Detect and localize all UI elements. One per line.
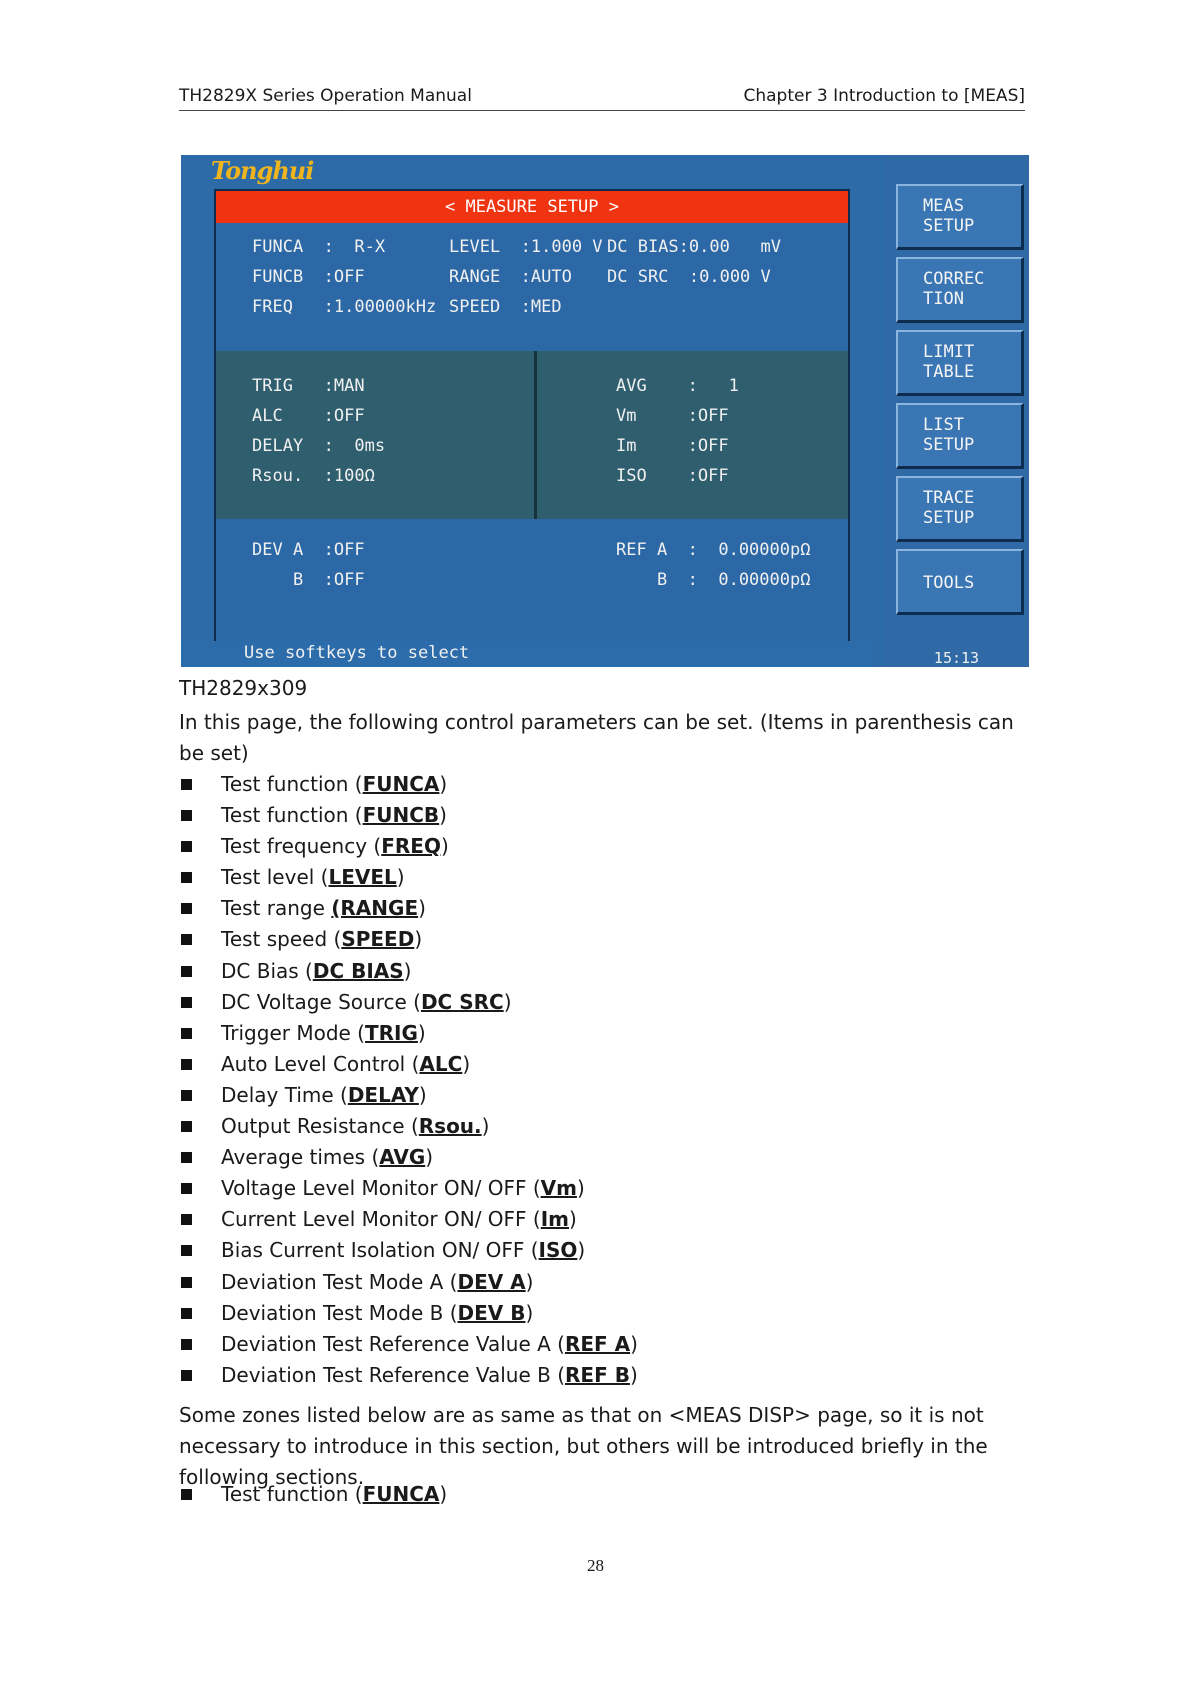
- list-item-keyword: DC BIAS: [312, 958, 404, 983]
- list-item-text: Test function (: [221, 1482, 363, 1506]
- list-item-text: Current Level Monitor ON/ OFF (: [221, 1207, 541, 1232]
- list-item-keyword: AVG: [379, 1145, 426, 1170]
- list-item-keyword: SPEED: [341, 927, 415, 952]
- list-item-text-end: ): [418, 896, 426, 921]
- field-funcb: FUNCB :OFF: [252, 267, 365, 287]
- list-item-text: Deviation Test Reference Value B (: [221, 1362, 565, 1387]
- list-item-text: DC Bias (: [221, 958, 313, 983]
- list-item-text-end: ): [525, 1300, 534, 1325]
- softkey-trace-setup[interactable]: TRACE SETUP: [896, 476, 1024, 542]
- list-item-keyword: REF B: [565, 1362, 630, 1387]
- list-item-keyword: FUNCA: [362, 1482, 440, 1506]
- intro-paragraph: In this page, the following control parameters can be set. (Items in parenthesis can be set): [179, 710, 1014, 765]
- list-item: [179, 1018, 1031, 1049]
- list-item: [179, 1267, 1031, 1298]
- list-item-text-end: ): [576, 1176, 585, 1201]
- list-item-text: Deviation Test Mode A (: [221, 1269, 458, 1294]
- field-rsou: Rsou. :100Ω: [252, 466, 375, 486]
- list-item-text-end: ): [440, 834, 449, 859]
- field-funca: FUNCA : R-X: [252, 237, 386, 257]
- list-item: [179, 1173, 1031, 1204]
- list-item: [179, 956, 1031, 987]
- list-item-keyword: Im: [540, 1207, 569, 1232]
- screen-title: < MEASURE SETUP >: [216, 191, 848, 223]
- softkey-list-setup[interactable]: LIST SETUP: [896, 403, 1024, 469]
- softkey-tools[interactable]: TOOLS: [896, 549, 1024, 615]
- list-item-text: Test function (: [221, 772, 363, 796]
- list-item-text-end: ): [630, 1331, 638, 1356]
- field-level: LEVEL :1.000 V: [449, 237, 603, 257]
- list-item-text: Output Resistance (: [221, 1114, 419, 1139]
- clock: 15:13: [933, 649, 980, 667]
- header-chapter-title: Chapter 3 Introduction to [MEAS]: [743, 86, 1025, 106]
- list-item-text: Test function (: [221, 803, 363, 828]
- list-item: [179, 1080, 1031, 1111]
- list-item-text-end: ): [503, 989, 512, 1014]
- list-item: [179, 987, 1031, 1018]
- list-item: [179, 893, 1031, 924]
- measure-setup-panel: [214, 189, 850, 667]
- field-dev-b: B :OFF: [252, 570, 365, 590]
- list-item-text: Test range: [221, 896, 332, 921]
- field-dev-a: DEV A :OFF: [252, 540, 365, 560]
- list-item-text-end: ): [414, 927, 423, 952]
- header-manual-title: TH2829X Series Operation Manual: [179, 86, 472, 106]
- list-item-keyword: Rsou.: [418, 1114, 482, 1139]
- list-item-text-end: ): [439, 1482, 448, 1506]
- softkey-meas-setup[interactable]: MEAS SETUP: [896, 184, 1024, 250]
- list-item-text-end: ): [569, 1207, 577, 1232]
- list-item-text: Test level (: [221, 865, 329, 890]
- field-dc-bias: DC BIAS:0.00 mV: [607, 237, 781, 257]
- list-item-keyword: REF A: [564, 1331, 631, 1356]
- field-im: Im :OFF: [616, 436, 729, 456]
- list-item: [179, 1298, 1031, 1329]
- list-item: [179, 769, 1031, 800]
- list-item-keyword: DEV B: [457, 1300, 526, 1325]
- list-item: [179, 1329, 1031, 1360]
- tonghui-logo: Tonghui: [211, 156, 314, 185]
- list-item-text: Test speed (: [221, 927, 342, 952]
- list-item: [179, 800, 1031, 831]
- list-item-text-end: ): [403, 958, 412, 983]
- list-item-text-end: ): [425, 1145, 434, 1170]
- field-iso: ISO :OFF: [616, 466, 729, 486]
- list-item-keyword: (RANGE: [331, 896, 419, 921]
- list-item-text: Trigger Mode (: [221, 1020, 365, 1045]
- page-number: 28: [587, 1556, 604, 1575]
- list-item-text-end: ): [396, 865, 405, 890]
- list-item-text-end: ): [439, 803, 447, 828]
- list-item-keyword: DC SRC: [420, 989, 504, 1014]
- list-item-text: Average times (: [221, 1145, 380, 1170]
- setup-middle-section: [216, 351, 848, 519]
- list-item-text-end: ): [577, 1238, 586, 1263]
- field-dc-src: DC SRC :0.000 V: [607, 267, 771, 287]
- field-trig: TRIG :MAN: [252, 376, 365, 396]
- list-item-text-end: ): [629, 1362, 638, 1387]
- list-item-text-end: ): [418, 1082, 427, 1107]
- list-item-text-end: ): [481, 1114, 490, 1139]
- softkey-correction[interactable]: CORREC TION: [896, 257, 1024, 323]
- list-item-text: Voltage Level Monitor ON/ OFF (: [221, 1176, 541, 1201]
- list-item: [179, 924, 1031, 955]
- list-item-text: Test frequency (: [221, 834, 382, 859]
- instrument-screenshot: [181, 155, 1029, 667]
- list-item: [179, 1204, 1031, 1235]
- list-item: [179, 1360, 1031, 1391]
- field-range: RANGE :AUTO: [449, 267, 572, 287]
- softkey-column: [884, 155, 1029, 667]
- parameter-list: [179, 769, 1031, 1391]
- outro-paragraph: Some zones listed below are as same as that on <MEAS DISP> page, so it is not necessary to introduce in this section, but others will be introduced briefly in the following sections.: [179, 1403, 988, 1489]
- page-header: [179, 84, 1025, 111]
- list-item-keyword: FREQ: [381, 834, 441, 859]
- list-item: [179, 1479, 447, 1510]
- list-item-keyword: DEV A: [457, 1269, 526, 1294]
- list-item-keyword: FUNCA: [362, 772, 440, 796]
- list-item: [179, 831, 1031, 862]
- list-item: [179, 1142, 1031, 1173]
- list-item-text-end: ): [439, 772, 448, 796]
- list-item: [179, 1111, 1031, 1142]
- field-ref-a: REF A : 0.00000pΩ: [616, 540, 811, 560]
- section-divider: [534, 351, 537, 519]
- list-item-text: Bias Current Isolation ON/ OFF (: [221, 1238, 539, 1263]
- list-item-text: DC Voltage Source (: [221, 989, 421, 1014]
- field-freq: FREQ :1.00000kHz: [252, 297, 437, 317]
- list-item-text-end: ): [525, 1269, 534, 1294]
- setup-top-section: [216, 223, 848, 351]
- list-item: [179, 1049, 1031, 1080]
- list-item-text: Deviation Test Mode B (: [221, 1300, 458, 1325]
- list-item-text: Deviation Test Reference Value A (: [221, 1331, 565, 1356]
- list-item-text-end: ): [462, 1051, 471, 1076]
- softkey-limit-table[interactable]: LIMIT TABLE: [896, 330, 1024, 396]
- figure-caption: TH2829x309: [179, 676, 308, 700]
- list-item-keyword: ALC: [419, 1051, 463, 1076]
- list-item-keyword: DELAY: [347, 1082, 419, 1107]
- list-item-keyword: TRIG: [364, 1020, 418, 1045]
- list-item-keyword: Vm: [540, 1176, 577, 1201]
- field-delay: DELAY : 0ms: [252, 436, 386, 456]
- field-alc: ALC :OFF: [252, 406, 365, 426]
- field-speed: SPEED :MED: [449, 297, 562, 317]
- list-item-keyword: FUNCB: [362, 803, 440, 828]
- list-item-keyword: LEVEL: [328, 865, 397, 890]
- list-item-text: Auto Level Control (: [221, 1051, 420, 1076]
- list-item-text-end: ): [417, 1020, 426, 1045]
- list-item: [179, 1235, 1031, 1266]
- list-item: [179, 862, 1031, 893]
- field-avg: AVG : 1: [616, 376, 739, 396]
- field-ref-b: B : 0.00000pΩ: [616, 570, 811, 590]
- list-item-text: Delay Time (: [221, 1082, 348, 1107]
- status-message: Use softkeys to select: [244, 643, 470, 663]
- field-vm: Vm :OFF: [616, 406, 729, 426]
- list-item-keyword: ISO: [538, 1238, 578, 1263]
